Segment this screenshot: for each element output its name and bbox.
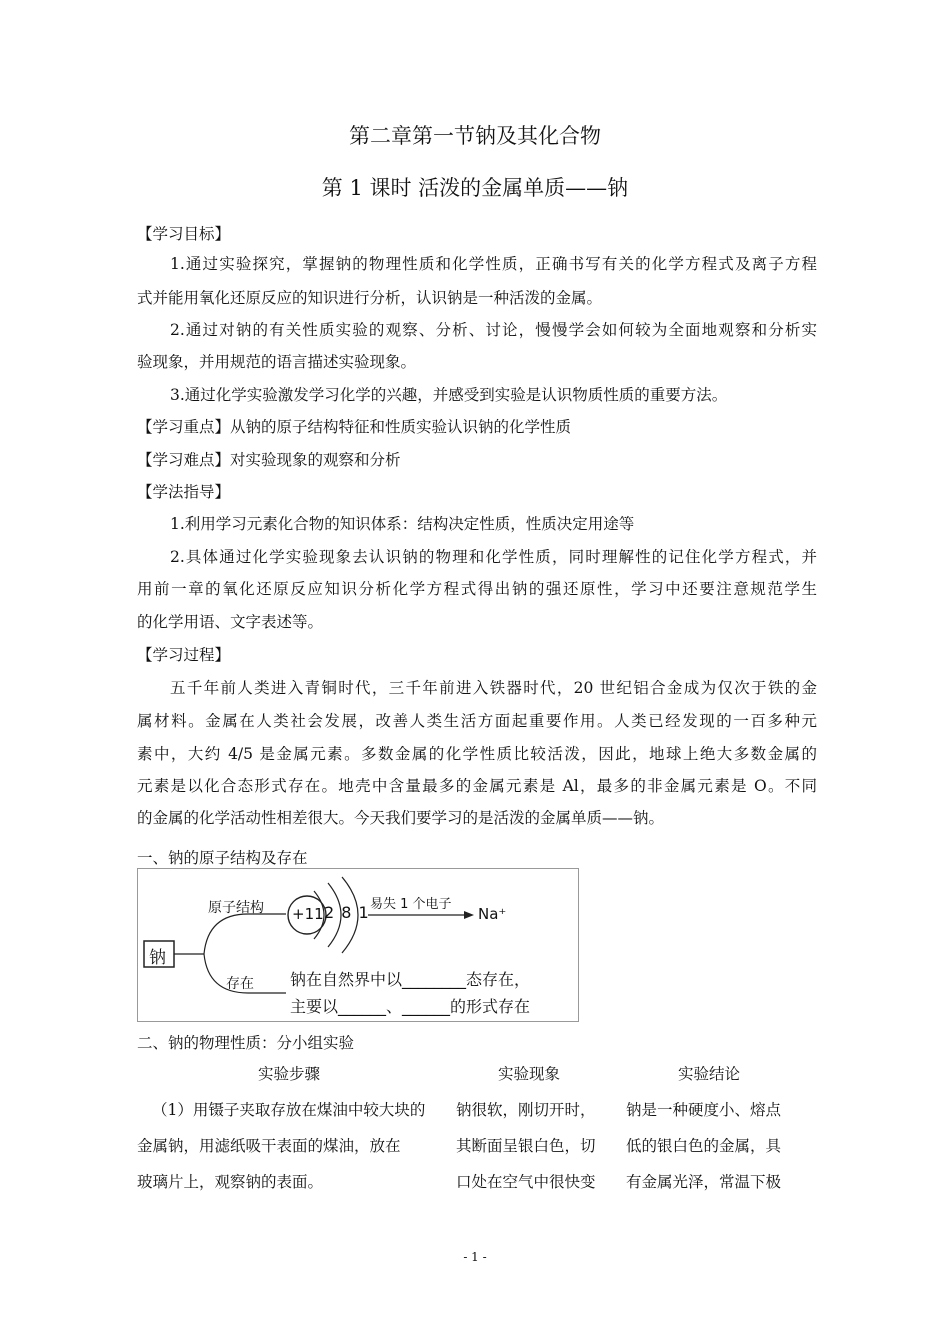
focus-text: 【学习重点】从钠的原子结构特征和性质实验认识钠的化学性质	[137, 418, 572, 436]
process-line-4: 元素是以化合态形式存在。地壳中含量最多的金属元素是 Al，最多的非金属元素是 O。不同	[137, 777, 817, 795]
process-line-3: 素中，大约 4/5 是金属元素。多数金属的化学性质比较活泼，因此，地球上绝大多数金属的	[137, 745, 817, 763]
page-number: - 1 -	[463, 1250, 487, 1264]
section-1-heading: 一、钠的原子结构及存在	[137, 849, 308, 867]
method-2-line-2: 用前一章的氧化还原反应知识分析化学方程式得出钠的强还原性，学习中还要注意规范学生	[137, 580, 817, 598]
phenomenon-line-2: 其断面呈银白色，切	[456, 1137, 596, 1155]
lose-electron-label: 易失 1 个电子	[370, 897, 452, 912]
goal-1-line-2: 式并能用氧化还原反应的知识进行分析，认识钠是一种活泼的金属。	[137, 289, 603, 307]
goal-3: 3.通过化学实验激发学习化学的兴趣，并感受到实验是认识物质性质的重要方法。	[170, 386, 728, 404]
method-1: 1.利用学习元素化合物的知识体系：结构决定性质，性质决定用途等	[170, 515, 635, 533]
existence-label: 存在	[226, 976, 254, 992]
goal-2-line-2: 验现象，并用规范的语言描述实验现象。	[137, 353, 417, 371]
step-line-3: 玻璃片上，观察钠的表面。	[137, 1173, 324, 1191]
phenomenon-line-1: 钠很软，刚切开时，	[456, 1101, 596, 1119]
goal-1-line-1: 1.通过实验探究，掌握钠的物理性质和化学性质，正确书写有关的化学方程式及离子方程	[170, 255, 817, 273]
atomic-structure-diagram	[137, 868, 579, 1022]
existence-line-2: 主要以______、______的形式存在	[290, 997, 531, 1016]
conclusion-line-2: 低的银白色的金属，具	[626, 1137, 782, 1155]
method-2-line-3: 的化学用语、文字表述等。	[137, 613, 324, 631]
sodium-ion: Na⁺	[478, 905, 507, 923]
goal-2-line-1: 2.通过对钠的有关性质实验的观察、分析、讨论，慢慢学会如何较为全面地观察和分析实	[170, 321, 817, 339]
method-2-line-1: 2.具体通过化学实验现象去认识钠的物理和化学性质，同时理解性的记住化学方程式，并	[170, 548, 817, 566]
electron-shells: 2 8 1	[324, 903, 370, 922]
existence-line-1: 钠在自然界中以________态存在，	[290, 970, 531, 989]
difficulty-text: 【学习难点】对实验现象的观察和分析	[137, 451, 401, 469]
conclusion-line-1: 钠是一种硬度小、熔点	[626, 1101, 782, 1119]
conclusion-line-3: 有金属光泽，常温下极	[626, 1173, 782, 1191]
sodium-root-label: 钠	[149, 948, 166, 968]
process-line-5: 的金属的化学活动性相差很大。今天我们要学习的是活泼的金属单质——钠。	[137, 809, 665, 827]
method-heading: 【学法指导】	[137, 483, 231, 501]
process-heading: 【学习过程】	[137, 646, 231, 664]
table-header-conclusion: 实验结论	[678, 1065, 741, 1083]
atomic-structure-label: 原子结构	[208, 900, 264, 916]
chapter-title: 第二章第一节钠及其化合物	[349, 124, 601, 148]
step-line-1: （1）用镊子夹取存放在煤油中较大块的	[152, 1101, 426, 1119]
process-line-1: 五千年前人类进入青铜时代，三千年前进入铁器时代，20 世纪铝合金成为仅次于铁的金	[170, 679, 817, 697]
step-line-2: 金属钠，用滤纸吸干表面的煤油，放在	[137, 1137, 401, 1155]
phenomenon-line-3: 口处在空气中很快变	[456, 1173, 596, 1191]
lesson-title: 第 1 课时 活泼的金属单质——钠	[321, 176, 629, 200]
nucleus-charge: +11	[292, 905, 324, 923]
table-header-steps: 实验步骤	[258, 1065, 321, 1083]
section-2-heading: 二、钠的物理性质：分小组实验	[137, 1034, 355, 1052]
goals-heading: 【学习目标】	[137, 225, 231, 243]
table-header-phenomenon: 实验现象	[498, 1065, 561, 1083]
process-line-2: 属材料。金属在人类社会发展，改善人类生活方面起重要作用。人类已经发现的一百多种元	[137, 712, 817, 730]
